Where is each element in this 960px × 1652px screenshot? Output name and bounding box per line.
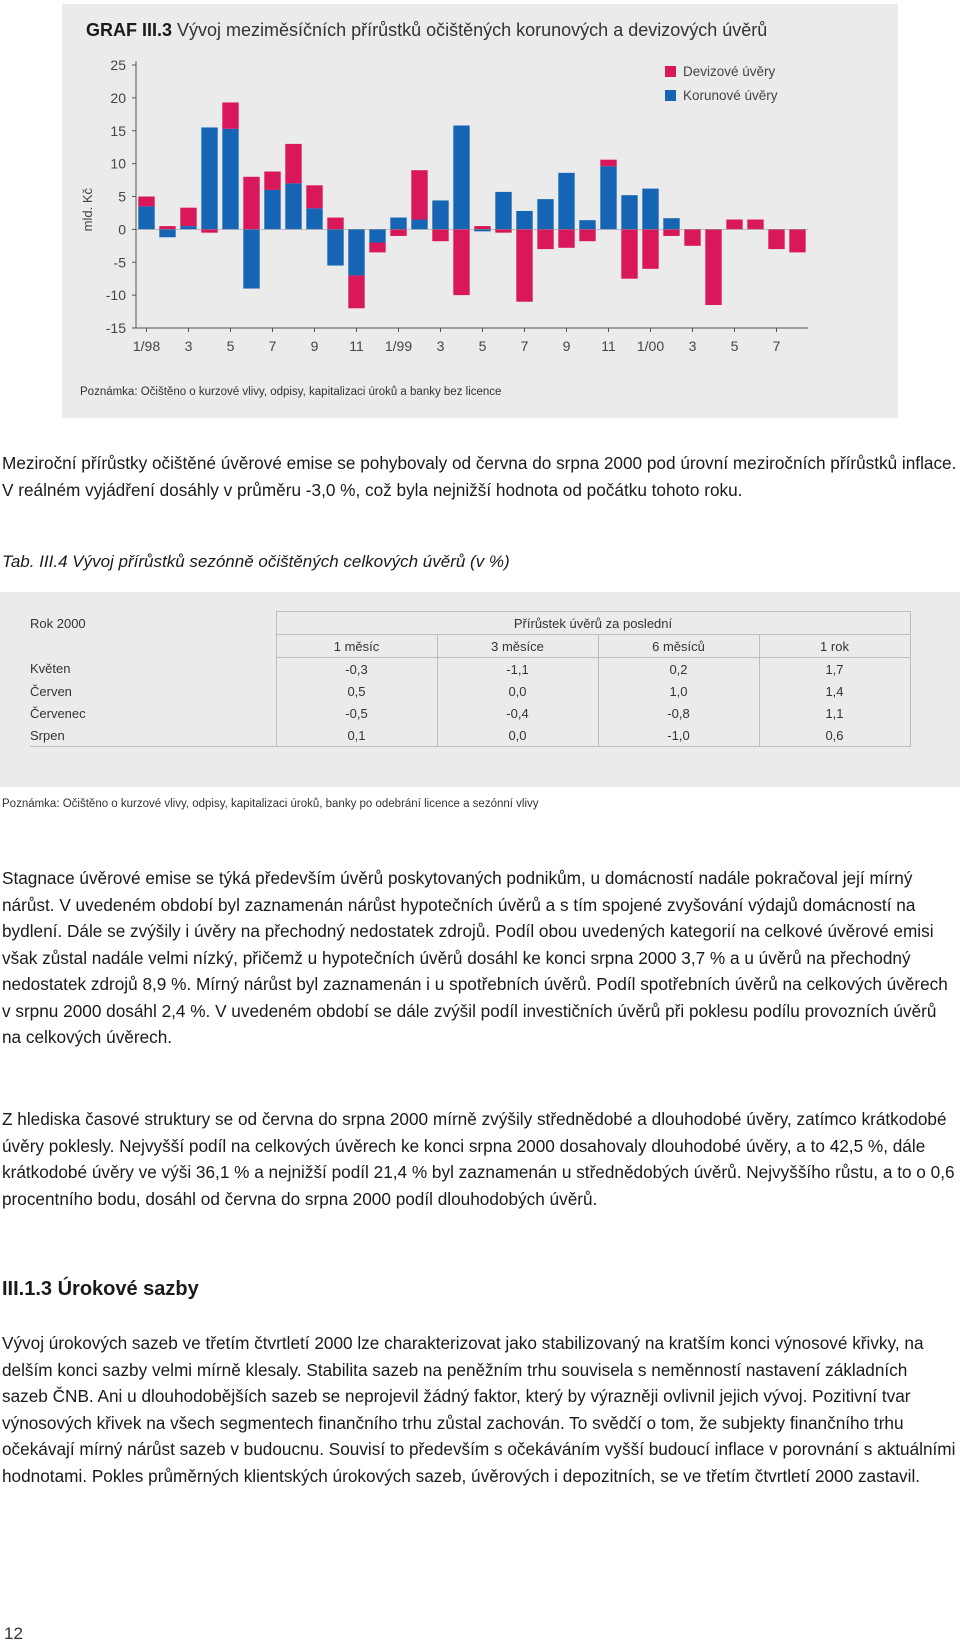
table-cell: -0,4 (437, 702, 598, 724)
table-group-header: Přírůstek úvěrů za poslední (276, 612, 910, 635)
table-column-header: 3 měsíce (437, 635, 598, 658)
bar-chart (62, 4, 898, 418)
paragraph-inflation: Meziroční přírůstky očištěné úvěrové emise se pohybovaly od června do srpna 2000 pod úrovní meziročních přírůstků inflace. V reálném vyjádření dosáhly v průměru -3,0 %, což byla nejnižší hodnota od počátku tohoto roku. (2, 453, 957, 500)
bar-devizove (201, 229, 217, 232)
bar-korunove (453, 125, 469, 229)
x-tick-label: 5 (730, 338, 739, 354)
bar-devizove (138, 197, 154, 207)
bar-korunove (348, 229, 364, 275)
legend-label: Devizové úvěry (683, 64, 776, 79)
bar-devizove (327, 218, 343, 230)
page-number: 12 (4, 1624, 23, 1643)
table-cell: 0,6 (759, 724, 910, 747)
table-cell: 0,5 (276, 680, 437, 702)
bar-devizove (411, 170, 427, 219)
table-row (30, 702, 910, 724)
table-row-label: Srpen (30, 724, 276, 747)
y-tick-label: 5 (118, 188, 126, 205)
bar-korunove (558, 173, 574, 230)
bar-korunove (663, 218, 679, 229)
table-row-label: Červenec (30, 705, 86, 721)
table-cell: 0,1 (276, 724, 437, 747)
bar-devizove (432, 229, 448, 241)
bar-devizove (285, 144, 301, 183)
bar-korunove (369, 229, 385, 242)
y-tick-label: 10 (110, 155, 126, 172)
x-tick-label: 1/98 (132, 338, 161, 354)
paragraph-time-structure: Z hlediska časové struktury se od června do srpna 2000 mírně zvýšily střednědobé a dlouhodobé úvěry, zatímco krátkodobé úvěry poklesly. Nejvyšší podíl na celkových úvěrech ke konci srpna 2000 dosahovaly dlouhodobé úvěry, a to 42,5 %, dále krátkodobé úvěry ve výši 36,1 % a nejnižší podíl 21,4 % byl zaznamenán u střednědobých úvěrů. Nejvyššího růstu, a to o 0,6 procentního bodu, dosáhl od června do srpna 2000 podíl dlouhodobých úvěrů. (2, 1109, 955, 1209)
y-axis-label: mld. Kč (80, 187, 95, 232)
bar-devizove (222, 102, 238, 128)
bar-korunove (222, 129, 238, 230)
y-tick-label: -10 (105, 287, 126, 304)
bar-devizove (390, 229, 406, 236)
bar-devizove (264, 172, 280, 190)
bar-korunove (201, 127, 217, 229)
table-note: Poznámka: Očištěno o kurzové vlivy, odpisy, kapitalizaci úroků, banky po odebrání licence a sezónní vlivy (2, 798, 539, 810)
bar-korunove (285, 183, 301, 229)
bar-devizove (306, 185, 322, 208)
bar-korunove (411, 220, 427, 230)
paragraph-stagnation: Stagnace úvěrové emise se týká především úvěrů poskytovaných podnikům, u domácností nadále pokračoval její mírný nárůst. V uvedeném období byl zaznamenán nárůst hypotečních úvěrů a s tím spojené zvyšování výdajů domácností na bydlení. Dále se zvýšily i úvěry na přechodný nedostatek zdrojů. Podíl obou uvedených kategorií na celkové úvěrové emisi však zůstal nadále velmi nízký, přičemž u hypotečních úvěrů dosáhl ke konci srpna 2000 3,7 % a u úvěrů na přechodný nedostatek zdrojů 8,9 %. Mírný nárůst byl zaznamenán i u spotřebních úvěrů. Podíl spotřebních úvěrů na celkových úvěrech v srpnu 2000 dosáhl 2,4 %. V uvedeném období se dále zvýšil podíl investičních úvěrů při poklesu podílu provozních úvěrů na celkových úvěrech. (2, 868, 948, 1047)
table-column-header: 1 měsíc (276, 635, 437, 658)
x-tick-label: 3 (184, 338, 193, 354)
bar-korunove (516, 211, 532, 229)
table-cell: -1,0 (598, 724, 759, 747)
x-tick-label: 3 (688, 338, 697, 354)
bar-devizove (558, 229, 574, 247)
bar-korunove (138, 206, 154, 229)
y-tick-label: 20 (110, 89, 126, 106)
table-row-label: Květen (30, 661, 71, 677)
x-tick-label: 11 (601, 338, 616, 354)
table-column-header: 1 rok (759, 635, 910, 658)
y-tick-label: 25 (110, 57, 126, 73)
bar-devizove (537, 229, 553, 249)
y-tick-label: -5 (113, 254, 126, 271)
bar-devizove (348, 275, 364, 308)
bar-devizove (789, 229, 805, 252)
table-empty-cell (30, 635, 276, 658)
bar-korunove (600, 166, 616, 229)
bar-devizove (243, 177, 259, 230)
legend-label: Korunové úvěry (683, 88, 778, 103)
x-tick-label: 5 (226, 338, 235, 354)
bar-devizove (684, 229, 700, 245)
x-tick-label: 1/00 (636, 338, 665, 354)
table-cell: -0,3 (276, 658, 437, 681)
bar-devizove (453, 229, 469, 295)
y-tick-label: 15 (110, 122, 126, 139)
bar-korunove (621, 195, 637, 229)
table-row (30, 680, 910, 702)
bar-korunove (390, 218, 406, 230)
credit-growth-table (30, 611, 911, 747)
bar-devizove (726, 220, 742, 230)
x-tick-label: 7 (268, 338, 277, 354)
x-tick-label: 9 (310, 338, 319, 354)
x-tick-label: 1/99 (384, 338, 413, 354)
table-cell: 1,0 (598, 680, 759, 702)
bar-korunove (495, 192, 511, 229)
chart-note: Poznámka: Očištěno o kurzové vlivy, odpisy, kapitalizaci úroků a banky bez licence (80, 386, 502, 398)
y-tick-label: -15 (105, 320, 126, 336)
bar-korunove (537, 199, 553, 229)
table-corner-label: Rok 2000 (30, 615, 86, 631)
bar-korunove (306, 208, 322, 229)
chart-title-label: GRAF III.3 (86, 20, 173, 40)
bar-devizove (180, 208, 196, 226)
table-cell: -0,5 (276, 702, 437, 724)
bar-devizove (768, 229, 784, 249)
bar-korunove (432, 200, 448, 229)
x-tick-label: 7 (520, 338, 529, 354)
table-cell: 0,2 (598, 658, 759, 681)
bar-korunove (642, 189, 658, 230)
table-cell: 0,0 (437, 680, 598, 702)
bar-devizove (579, 229, 595, 241)
x-tick-label: 11 (349, 338, 364, 354)
bar-korunove (327, 229, 343, 265)
x-tick-label: 7 (772, 338, 781, 354)
bar-devizove (747, 220, 763, 230)
table-cell: 0,0 (437, 724, 598, 747)
bar-devizove (495, 229, 511, 232)
bar-devizove (642, 229, 658, 268)
bar-devizove (663, 229, 679, 236)
bar-korunove (579, 220, 595, 229)
bar-korunove (264, 190, 280, 229)
y-tick-label: 0 (118, 221, 126, 238)
bar-devizove (705, 229, 721, 305)
bar-korunove (180, 226, 196, 229)
bar-korunove (159, 229, 175, 237)
table-column-header: 6 měsíců (598, 635, 759, 658)
section-heading: III.1.3 Úrokové sazby (2, 1278, 199, 1300)
table-cell: -0,8 (598, 702, 759, 724)
chart-title-text: Vývoj meziměsíčních přírůstků očištěných korunových a devizových úvěrů (177, 20, 768, 40)
table-title: Tab. III.4 Vývoj přírůstků sezónně očištěných celkových úvěrů (v %) (2, 552, 510, 571)
x-tick-label: 9 (562, 338, 571, 354)
bar-devizove (621, 229, 637, 278)
bar-devizove (369, 243, 385, 253)
legend-swatch (665, 90, 676, 101)
table-column-row (30, 635, 910, 658)
x-tick-label: 5 (478, 338, 487, 354)
table-header-row (30, 612, 910, 635)
table-cell: -1,1 (437, 658, 598, 681)
table-cell: 1,7 (759, 658, 910, 681)
legend-swatch (665, 66, 676, 77)
paragraph-interest-rates: Vývoj úrokových sazeb ve třetím čtvrtletí 2000 lze charakterizovat jako stabilizovaný na kratším konci výnosové křivky, na delším konci sazby velmi mírně klesaly. Stabilita sazeb na peněžním trhu souvisela s neměnností nastavení základních sazeb ČNB. Ani u dlouhodobějších sazeb se neprojevil žádný faktor, který by výrazněji ovlivnil jejich vývoj. Pozitivní tvar výnosových křivek na všech segmentech finančního trhu zůstal zachován. To svědčí o tom, že subjekty finančního trhu očekávají mírný nárůst sazeb v budoucnu. Souvisí to především s očekáváním vyšší budoucí inflace v porovnání s aktuálními hodnotami. Pokles průměrných klientských úrokových sazeb, úvěrových i depozitních, se ve třetím čtvrtletí 2000 zastavil. (2, 1333, 956, 1486)
table-cell: 1,4 (759, 680, 910, 702)
table-cell: 1,1 (759, 702, 910, 724)
table-row (30, 724, 910, 747)
bar-devizove (516, 229, 532, 301)
bar-korunove (243, 229, 259, 288)
bar-devizove (159, 226, 175, 229)
x-tick-label: 3 (436, 338, 445, 354)
bar-devizove (474, 226, 490, 229)
table-row-label: Červen (30, 683, 72, 699)
table-row (30, 658, 910, 681)
bar-devizove (600, 160, 616, 167)
